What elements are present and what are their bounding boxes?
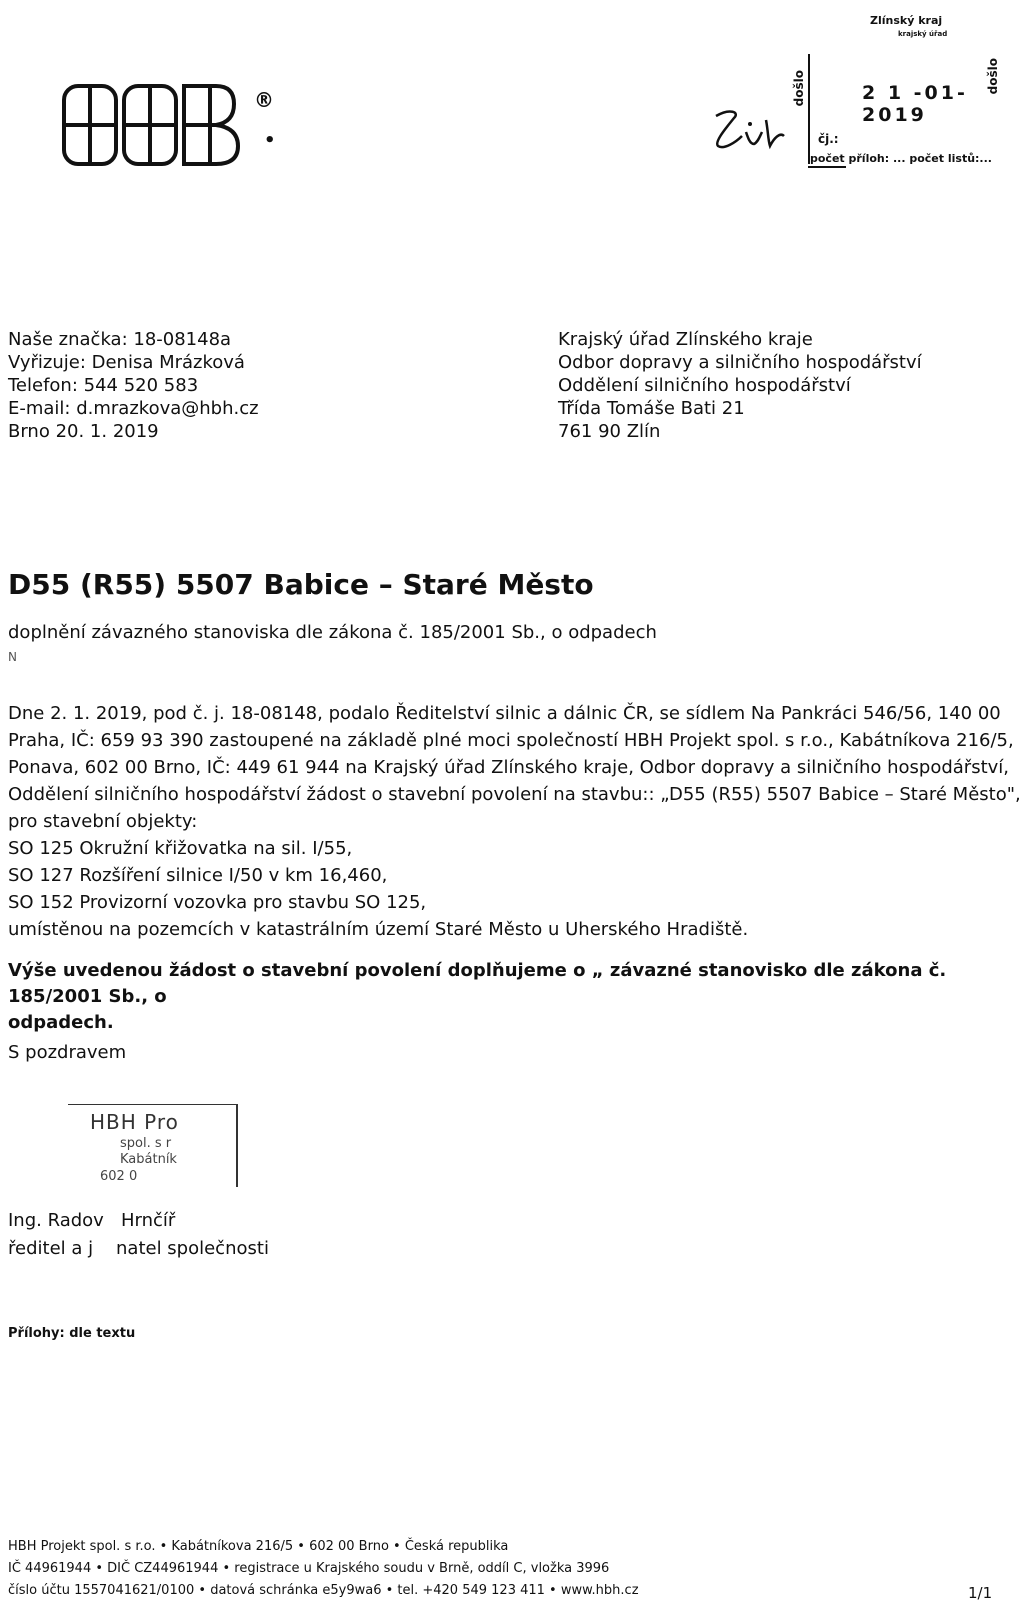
body-line-3: Ponava, 602 00 Brno, IČ: 449 61 944 na Krajský úřad Zlínského kraje, Odbor dopravy a silničního hospodářství,: [8, 757, 1010, 778]
stamp-received-label: došlo: [792, 70, 806, 107]
handled-by: Vyřizuje: Denisa Mrázková: [8, 352, 245, 373]
company-stamp-line-3: 602 0: [100, 1169, 138, 1184]
recipient-block: [558, 328, 922, 443]
company-stamp-line-1: spol. s r: [120, 1136, 172, 1151]
footer-line-3: číslo účtu 1557041621/0100 • datová schránka e5y9wa6 • tel. +420 549 123 411 • www.hbh.cz: [8, 1583, 639, 1598]
recipient-line-2: Odbor dopravy a silničního hospodářství: [558, 352, 922, 373]
stamp-underline: [808, 166, 846, 168]
registered-mark: ®: [254, 88, 274, 112]
stamp-attachments-label: počet příloh:: [810, 152, 890, 165]
supplement-line-2: odpadech.: [8, 1012, 114, 1033]
body-line-8: SO 152 Provizorní vozovka pro stavbu SO 125,: [8, 892, 427, 913]
stray-mark: N: [8, 650, 17, 664]
subject-title: D55 (R55) 5507 Babice – Staré Město: [8, 568, 594, 601]
stamp-attachments: [810, 152, 992, 165]
footer: [8, 1536, 639, 1602]
stamp-frame: [808, 54, 830, 164]
body-line-2: Praha, IČ: 659 93 390 zastoupené na základě plné moci společností HBH Projekt spol. s r.o., Kabátníkova 216/5,: [8, 730, 1014, 751]
stamp-authority: Zlínský kraj: [870, 14, 943, 27]
body-line-6: SO 125 Okružní křižovatka na sil. I/55,: [8, 838, 353, 859]
recipient-line-4: Třída Tomáše Bati 21: [558, 398, 745, 419]
signer-role: ředitel a j natel společnosti: [8, 1238, 269, 1259]
recipient-line-3: Oddělení silničního hospodářství: [558, 375, 851, 396]
stamp-sheets-label: ... počet listů:...: [892, 152, 992, 165]
company-stamp-name: HBH Pro: [90, 1110, 179, 1134]
supplement-line-1: Výše uvedenou žádost o stavební povolení doplňujeme o „ závazné stanovisko dle zákona č. 185/2001 Sb., o: [8, 960, 947, 1007]
reference-number: Naše značka: 18-08148a: [8, 329, 232, 350]
body-paragraph: [8, 700, 1021, 943]
body-line-4: Oddělení silničního hospodářství žádost o stavební povolení na stavbu:: „D55 (R55) 5507 Babice – Staré Město",: [8, 784, 1021, 805]
attachments-note: Přílohy: dle textu: [8, 1326, 136, 1341]
recipient-line-1: Krajský úřad Zlínského kraje: [558, 329, 813, 350]
company-logo: [60, 80, 250, 170]
body-line-9: umístěnou na pozemcích v katastrálním území Staré Město u Uherského Hradiště.: [8, 919, 749, 940]
body-line-1: Dne 2. 1. 2019, pod č. j. 18-08148, podalo Ředitelství silnic a dálnic ČR, se sídlem Na Pankráci 546/56, 140 00: [8, 703, 1001, 724]
company-stamp-line-2: Kabátník: [120, 1152, 177, 1167]
email: E-mail: d.mrazkova@hbh.cz: [8, 398, 259, 419]
body-line-7: SO 127 Rozšíření silnice I/50 v km 16,460,: [8, 865, 388, 886]
recipient-line-5: 761 90 Zlín: [558, 421, 661, 442]
page-number: 1/1: [968, 1584, 993, 1602]
supplement-paragraph: [8, 958, 1024, 1036]
handwritten-initials: [710, 102, 790, 162]
footer-line-2: IČ 44961944 • DIČ CZ44961944 • registrace u Krajského soudu v Brně, oddíl C, vložka 3996: [8, 1561, 610, 1576]
sender-block: [8, 328, 259, 443]
phone: Telefon: 544 520 583: [8, 375, 199, 396]
stamp-received-label-2: došlo: [986, 58, 1000, 95]
body-line-5: pro stavební objekty:: [8, 811, 198, 832]
stamp-date: 2 1 -01- 2019: [862, 82, 968, 126]
subject-subtitle: doplnění závazného stanoviska dle zákona č. 185/2001 Sb., o odpadech: [8, 622, 657, 643]
stamp-office: krajský úřad: [898, 30, 948, 38]
date-place: Brno 20. 1. 2019: [8, 421, 159, 442]
greeting: S pozdravem: [8, 1042, 127, 1063]
signer-name: Ing. Radov Hrnčíř: [8, 1210, 176, 1231]
footer-line-1: HBH Projekt spol. s r.o. • Kabátníkova 216/5 • 602 00 Brno • Česká republika: [8, 1539, 509, 1554]
logo-dot: •: [264, 130, 276, 151]
stamp-ref-label: čj.:: [818, 132, 839, 146]
